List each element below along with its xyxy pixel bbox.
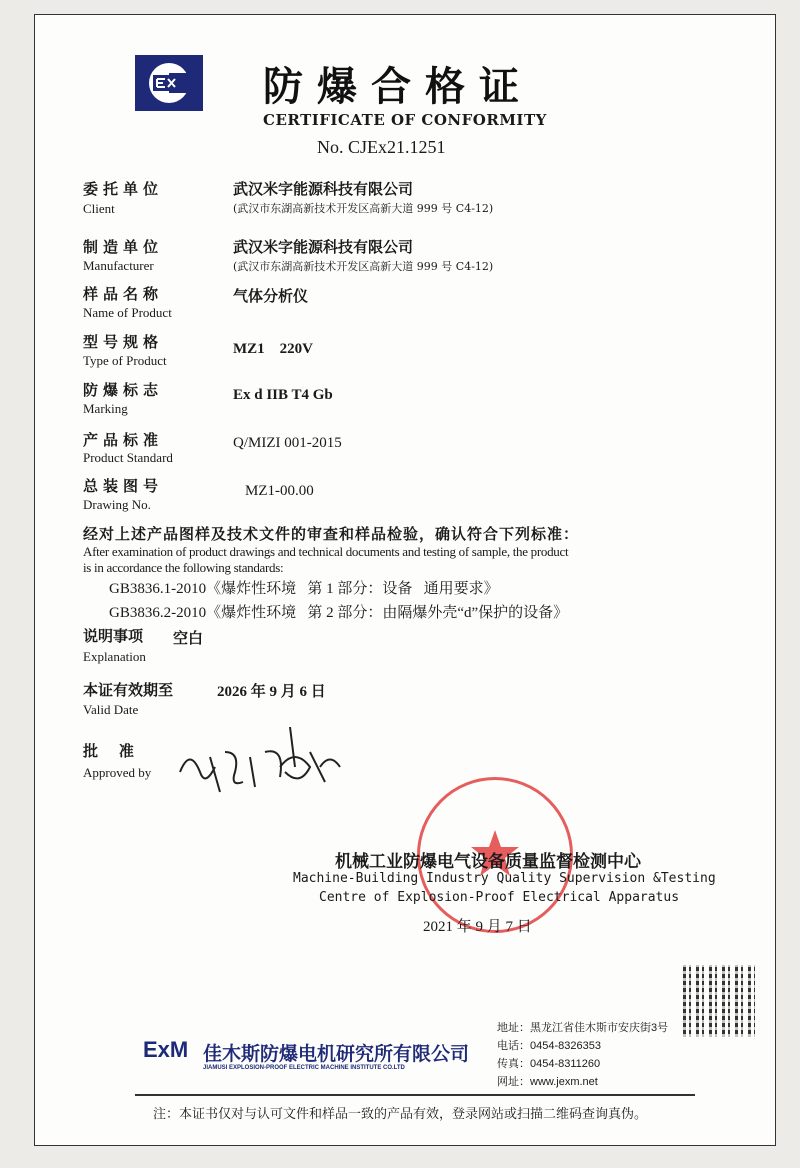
signature	[170, 727, 350, 797]
drawing-value: MZ1-00.00	[245, 483, 314, 499]
drawing-label-en: Drawing No.	[83, 497, 151, 512]
manufacturer-address: (武汉市东湖高新技术开发区高新大道 999 号 C4-12)	[233, 260, 494, 273]
product-type-label-en: Type of Product	[83, 353, 167, 368]
marking-label-en: Marking	[83, 401, 128, 416]
explanation-label-en: Explanation	[83, 649, 146, 664]
certificate-number: No. CJEx21.1251	[317, 137, 446, 157]
title-en: CERTIFICATE OF CONFORMITY	[263, 111, 547, 129]
footer-note: 注：本证书仅对与认可文件和样品一致的产品有效，登录网站或扫描二维码查询真伪。	[153, 1106, 648, 1121]
drawing-label: 总装图号	[83, 477, 164, 495]
client-label: 委托单位	[83, 180, 164, 198]
approved-label-en: Approved by	[83, 765, 152, 780]
valid-label: 本证有效期至	[83, 681, 174, 699]
ex-logo	[135, 55, 203, 111]
manufacturer-label-en: Manufacturer	[83, 258, 154, 273]
qr-code[interactable]	[683, 965, 755, 1037]
product-type-label: 型号规格	[83, 333, 164, 351]
client-label-en: Client	[83, 201, 115, 216]
statement-en-1: After examination of product drawings and technical documents and testing of sample, the product	[83, 544, 569, 559]
footer-fax: 传真：0454-8311260	[497, 1058, 601, 1070]
issuer-name-cn: 机械工业防爆电气设备质量监督检测中心	[335, 852, 641, 872]
client-address: (武汉市东湖高新技术开发区高新大道 999 号 C4-12)	[233, 202, 494, 215]
jexm-logo: ExM	[143, 1037, 189, 1062]
footer-phone: 电话：0454-8326353	[497, 1040, 601, 1052]
statement-cn: 经对上述产品图样及技术文件的审查和样品检验，确认符合下列标准：	[83, 525, 580, 543]
issue-date: 2021 年 9 月 7 日	[423, 919, 532, 935]
marking-label: 防爆标志	[83, 381, 164, 399]
approved-label: 批 准	[83, 742, 134, 760]
footer-address: 地址：黑龙江省佳木斯市安庆街3号	[497, 1022, 669, 1034]
manufacturer-label: 制造单位	[83, 238, 164, 256]
certificate-page	[34, 14, 776, 1146]
title-cn: 防爆合格证	[263, 63, 533, 110]
footer-divider	[135, 1094, 695, 1096]
explanation-label: 说明事项	[83, 627, 144, 645]
issuer-name-en-1: Machine-Building Industry Quality Supervision &Testing	[293, 871, 716, 886]
valid-label-en: Valid Date	[83, 702, 139, 717]
footer-website[interactable]: 网址：www.jexm.net	[497, 1076, 598, 1088]
product-name-label-en: Name of Product	[83, 305, 172, 320]
product-type-value: MZ1 220V	[233, 341, 313, 357]
standard-value: Q/MIZI 001-2015	[233, 435, 342, 451]
manufacturer-value: 武汉米字能源科技有限公司	[233, 238, 414, 256]
statement-en-2: is in accordance the following standards:	[83, 560, 284, 575]
standard-label-en: Product Standard	[83, 450, 173, 465]
explanation-value: 空白	[173, 629, 204, 647]
product-name-value: 气体分析仪	[233, 287, 309, 305]
marking-value: Ex d IIB T4 Gb	[233, 387, 333, 403]
issuer-name-en-2: Centre of Explosion-Proof Electrical Apparatus	[319, 890, 680, 905]
standard-label: 产品标准	[83, 431, 164, 449]
footer-company-en: JIAMUSI EXPLOSION-PROOF ELECTRIC MACHINE INSTITUTE CO.LTD	[203, 1065, 405, 1071]
footer-company-cn: 佳木斯防爆电机研究所有限公司	[203, 1044, 470, 1065]
product-name-label: 样品名称	[83, 285, 164, 303]
standard-2: GB3836.2-2010《爆炸性环境 第 2 部分：由隔爆外壳“d”保护的设备》	[109, 605, 569, 621]
client-value: 武汉米字能源科技有限公司	[233, 180, 414, 198]
standard-1: GB3836.1-2010《爆炸性环境 第 1 部分：设备 通用要求》	[109, 581, 499, 597]
valid-value: 2026 年 9 月 6 日	[217, 684, 326, 700]
